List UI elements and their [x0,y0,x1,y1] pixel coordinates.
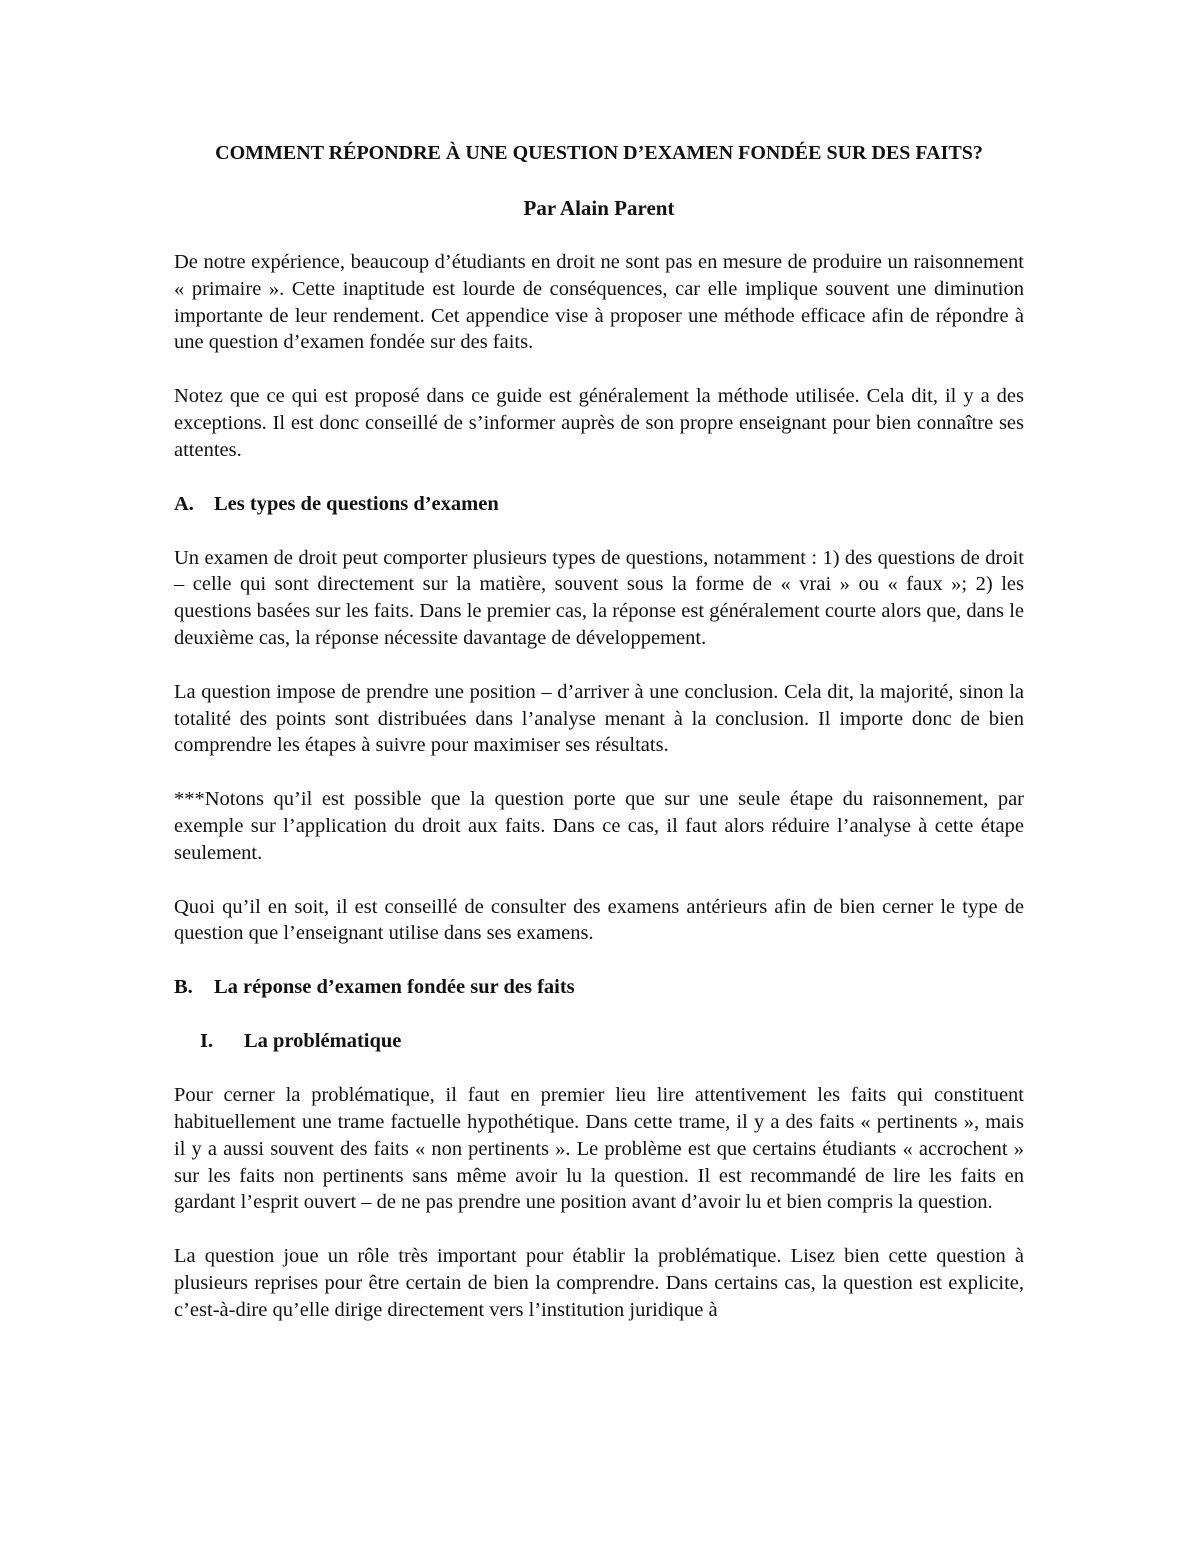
intro-paragraph-1: De notre expérience, beaucoup d’étudiants en droit ne sont pas en mesure de produire un raisonnement « primaire ». Cette inaptitude est lourde de conséquences, car elle implique souvent une diminution importante de leur rendement. Cet appendice vise à proposer une méthode efficace afin de répondre à une question d’examen fondée sur des faits. [174,251,1024,354]
section-b-heading [174,974,1024,1001]
section-b-title: La réponse d’examen fondée sur des faits [214,976,575,999]
section-a-paragraph-1: Un examen de droit peut comporter plusieurs types de questions, notamment : 1) des questions de droit – celle qui sont directement sur la matière, souvent sous la forme de « vrai » ou « faux »; 2) les questions basées sur les faits. Dans le premier cas, la réponse est généralement courte alors que, dans le deuxième cas, la réponse nécessite davantage de développement. [174,546,1024,649]
document-title: COMMENT RÉPONDRE À UNE QUESTION D’EXAMEN FONDÉE SUR DES FAITS? [215,142,983,164]
subsection-1-heading [174,1028,1024,1055]
document-page [174,140,1024,1324]
subsection-1-title: La problématique [244,1030,402,1053]
subsection-1-paragraph-1: Pour cerner la problématique, il faut en premier lieu lire attentivement les faits qui constituent habituellement une trame factuelle hypothétique. Dans cette trame, il y a des faits « pertinents », mais il y a aussi souvent des faits « non pertinents ». Le problème est que certains étudiants « accrochent » sur les faits non pertinents sans même avoir lu la question. Il est recommandé de lire les faits en gardant l’esprit ouvert – de ne pas prendre une position avant d’avoir lu et bien compris la question. [174,1084,1024,1214]
section-a-title: Les types de questions d’examen [214,492,499,515]
section-a-letter: A. [174,492,194,515]
section-a-paragraph-4: Quoi qu’il en soit, il est conseillé de consulter des examens antérieurs afin de bien cerner le type de question que l’enseignant utilise dans ses examens. [174,895,1024,945]
document-author: Par Alain Parent [523,196,675,220]
section-a-paragraph-3: ***Notons qu’il est possible que la question porte que sur une seule étape du raisonnement, par exemple sur l’application du droit aux faits. Dans ce cas, il faut alors réduire l’analyse à cette étape seulement. [174,788,1024,864]
subsection-1-number: I. [200,1030,214,1053]
section-a-paragraph-2: La question impose de prendre une position – d’arriver à une conclusion. Cela dit, la majorité, sinon la totalité des points sont distribuées dans l’analyse menant à la conclusion. Il importe donc de bien comprendre les étapes à suivre pour maximiser ses résultats. [174,680,1024,757]
intro-paragraph-2: Notez que ce qui est proposé dans ce guide est généralement la méthode utilisée. Cela dit, il y a des exceptions. Il est donc conseillé de s’informer auprès de son propre enseignant pour bien connaître ses attentes. [174,385,1024,461]
subsection-1-paragraph-2: La question joue un rôle très important pour établir la problématique. Lisez bien cette question à plusieurs reprises pour être certain de bien la comprendre. Dans certains cas, la question est explicite, c’est-à-dire qu’elle dirige directement vers l’institution juridique à [174,1245,1024,1321]
section-b-letter: B. [174,976,193,999]
section-a-heading [174,491,1024,518]
